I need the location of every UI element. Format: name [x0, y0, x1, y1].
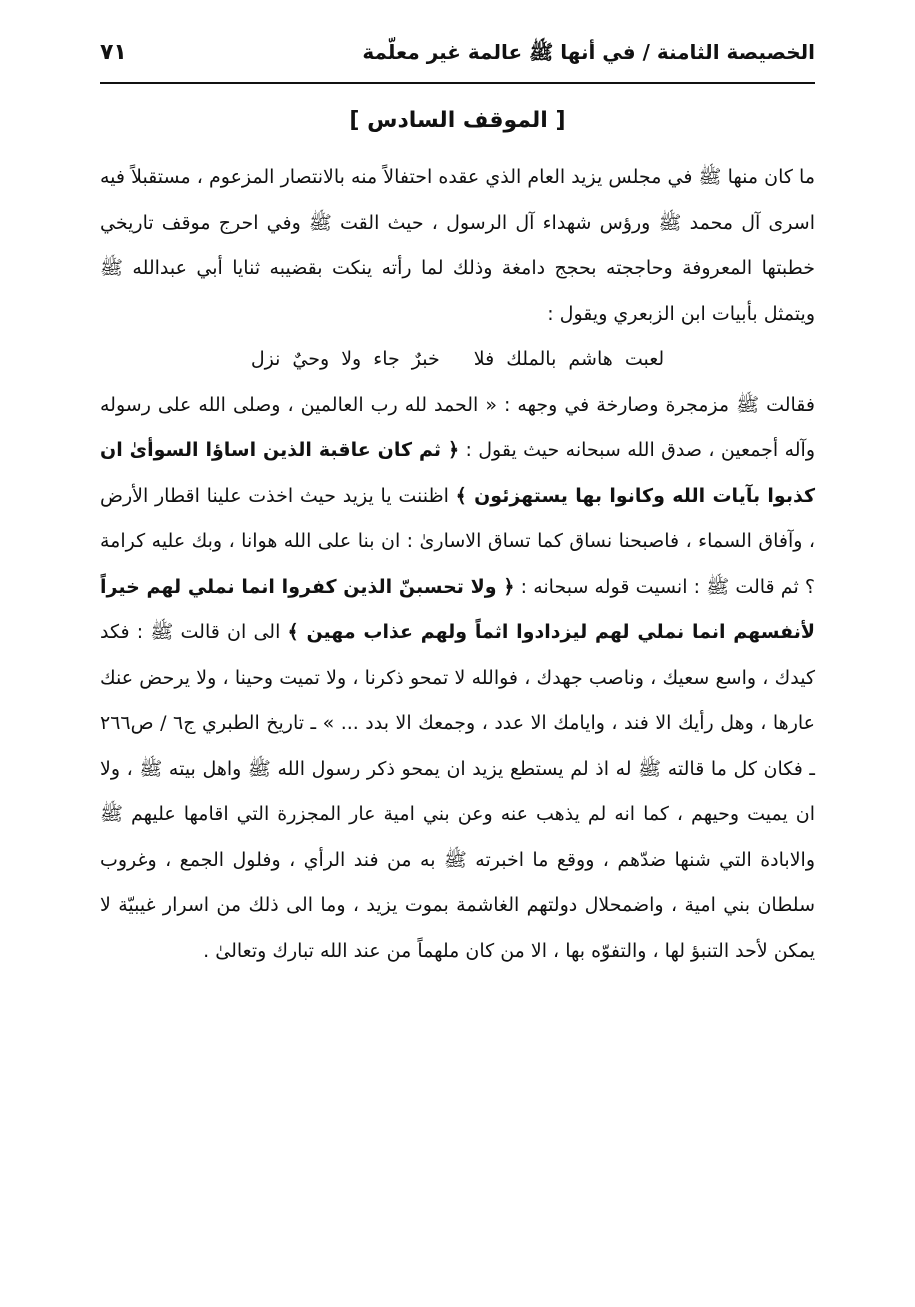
header-divider — [100, 82, 815, 84]
poetry-verse — [100, 337, 815, 383]
page-header — [100, 38, 815, 78]
running-title: الخصيصة الثامنة / في أنها ﷺ عالمة غير معلّمة — [362, 40, 815, 64]
speech-part-3: الى ان قالت ﷺ : فكد كيدك ، واسع سعيك ، وناصب جهدك ، فوالله لا تمحو ذكرنا ، ولا تميت وحينا ، ولا يرحض عنك عارها ، وهل رأيك الا فند ، وايامك الا عدد ، وجمعك الا بدد ... » ـ تاريخ الطبري ج٦ / ص٢٦٦ ـ فكان كل ما قالته ﷺ له اذ لم يستطع يزيد ان يمحو ذكر رسول الله ﷺ واهل بيته ﷺ ، ولا ان يميت وحيهم ، كما انه لم يذهب عنه وعن بني امية عار المجزرة التي اقامها عليهم ﷺ والابادة التي شنها ضدّهم ، ووقع ما اخبرته ﷺ به من فند الرأي ، وفلول الجمع ، وغروب سلطان بني امية ، واضمحلال دولتهم الغاشمة بموت يزيد ، وما الى ذلك من اسرار غيبيّة لا يمكن لأحد التنبؤ لها ، والتفوّه بها ، الا من كان ملهماً من عند الله تبارك وتعالىٰ . — [100, 621, 816, 962]
paragraph-intro: ما كان منها ﷺ في مجلس يزيد العام الذي عقده احتفالاً منه بالانتصار المزعوم ، مستقبلاً فيه اسرى آل محمد ﷺ ورؤس شهداء آل الرسول ، حيث القت ﷺ وفي احرج موقف تاريخي خطبتها المعروفة وحاججته بحجج دامغة وذلك لما رأته ينكت بقضيبه ثنايا أبي عبدالله ﷺ ويتمثل بأبيات ابن الزبعري ويقول : — [100, 166, 815, 325]
verse-second-hemistich: خبرٌ جاء ولا وحيٌ نزل — [250, 348, 440, 370]
verse-first-hemistich: لعبت هاشم بالملك فلا — [473, 348, 665, 370]
section-title: [ الموقف السادس ] — [349, 108, 566, 133]
speech-part-1: فقالت ﷺ مزمجرة وصارخة في وجهه : « الحمد لله رب العالمين ، وصلى الله على رسوله وآله أجمعين ، صدق الله سبحانه حيث يقول : — [100, 393, 816, 461]
speech-part-2: اظننت يا يزيد حيث اخذت علينا اقطار الأرض ، وآفاق السماء ، فاصبحنا نساق كما تساق الاسارىٰ : ان بنا على الله هوانا ، وبك عليه كرامة ؟ ثم قالت ﷺ : انسيت قوله سبحانه : — [100, 484, 815, 598]
quran-quote-1: ﴿ ثم كان عاقبة الذين اساؤا السوأىٰ ان كذبوا بآيات الله وكانوا بها يستهزئون ﴾ — [100, 439, 815, 507]
page-number: ٧١ — [100, 40, 127, 65]
paragraph-speech — [100, 383, 815, 975]
body-text — [100, 155, 815, 974]
quran-quote-2: ﴿ ولا تحسبنّ الذين كفروا انما نملي لهم خيراً لأنفسهم انما نملي لهم ليزدادوا اثماً ولهم عذاب مهين ﴾ — [100, 575, 815, 643]
